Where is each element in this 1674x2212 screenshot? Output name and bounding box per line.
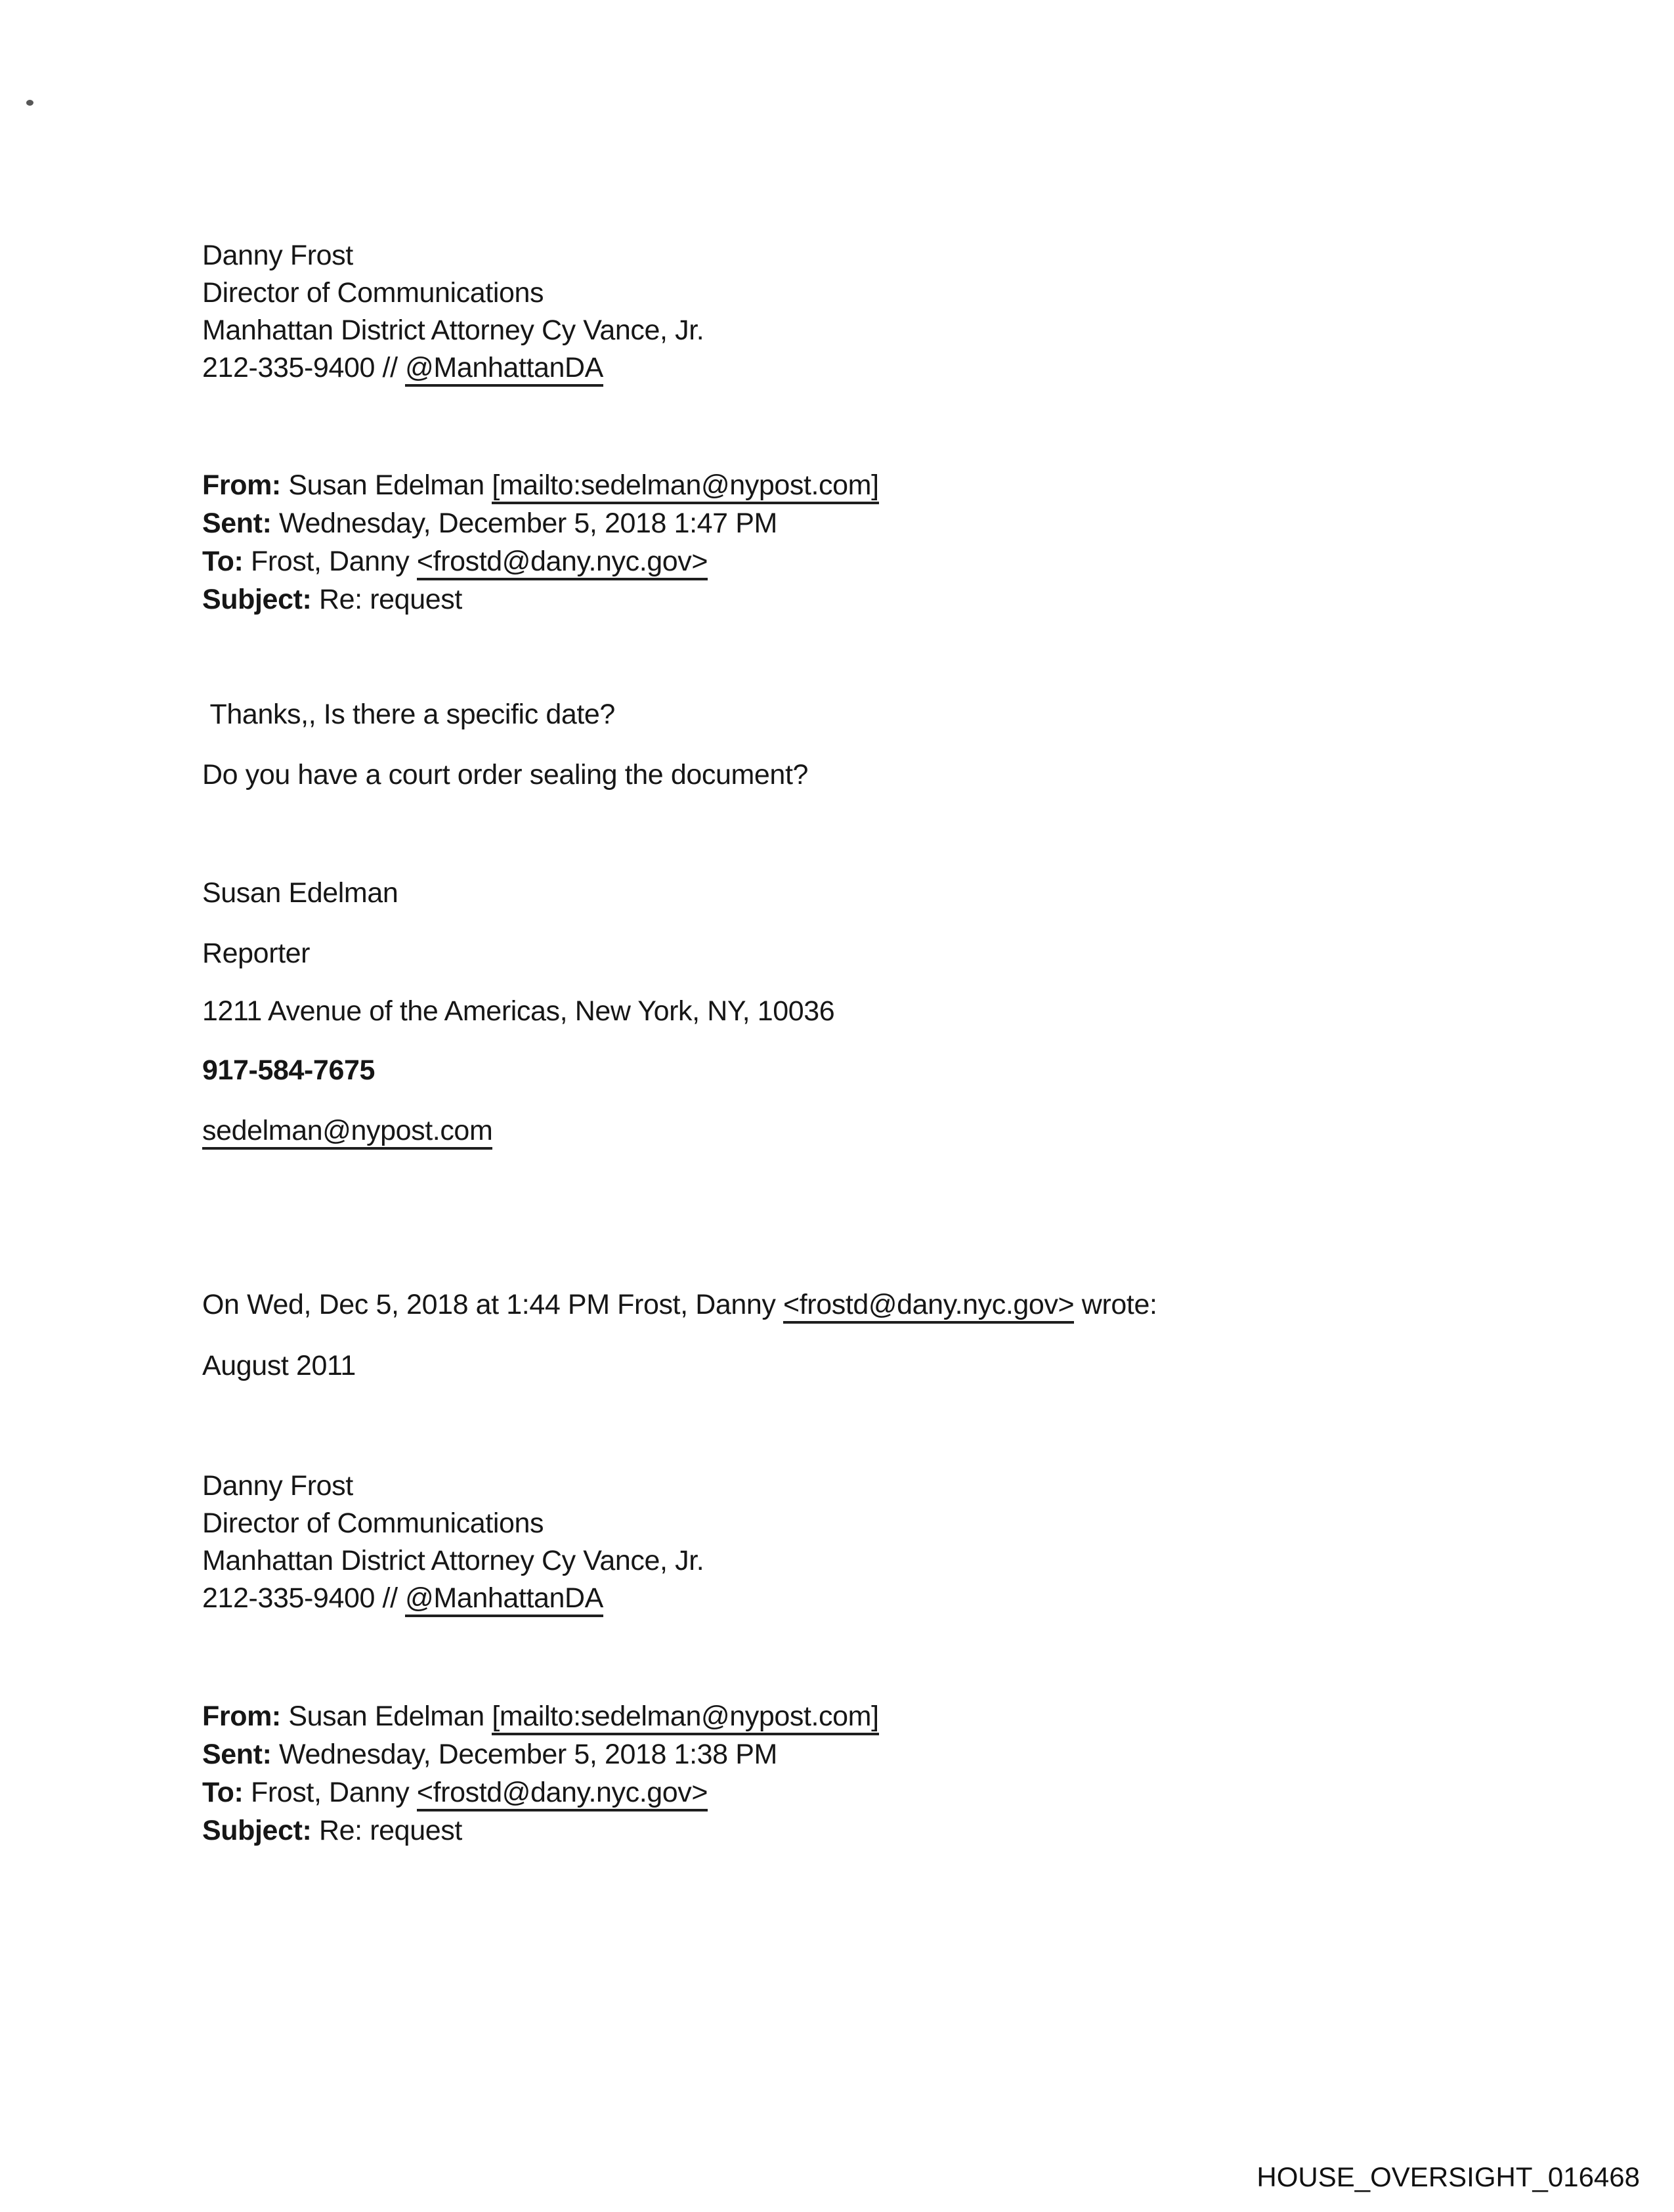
signature-block-danny-frost-bottom <box>202 1467 704 1617</box>
scan-artifact-dot <box>26 100 33 106</box>
signature-title: Director of Communications <box>202 1507 544 1539</box>
bates-number: HOUSE_OVERSIGHT_016468 <box>1256 2161 1640 2192</box>
from-label: From: <box>202 469 281 501</box>
signature-name: Susan Edelman <box>202 877 398 909</box>
body-text: Thanks,, Is there a specific date? <box>202 699 615 730</box>
signature-address: 1211 Avenue of the Americas, New York, NY, 10036 <box>202 995 835 1027</box>
quote-pre-text: On Wed, Dec 5, 2018 at 1:44 PM Frost, Danny <box>202 1289 784 1320</box>
from-mailto-link: [mailto:sedelman@nypost.com] <box>492 469 878 504</box>
susan-signature-phone <box>202 1052 375 1089</box>
body-question-1 <box>202 696 615 733</box>
to-name: Frost, Danny <box>243 546 417 577</box>
signature-block-danny-frost-top <box>202 237 704 387</box>
email-header-block-1 <box>202 466 879 618</box>
from-label: From: <box>202 1701 281 1732</box>
susan-signature-name <box>202 875 398 912</box>
signature-org: Manhattan District Attorney Cy Vance, Jr. <box>202 314 704 346</box>
body-text: Do you have a court order sealing the document? <box>202 759 809 791</box>
phone-number: 212-335-9400 // <box>202 1582 406 1614</box>
to-label: To: <box>202 546 244 577</box>
quote-attribution-line <box>202 1286 1157 1324</box>
from-line <box>202 466 879 504</box>
quote-post-text: wrote: <box>1074 1289 1157 1320</box>
phone-number: 917-584-7675 <box>202 1054 375 1086</box>
phone-number: 212-335-9400 // <box>202 352 406 383</box>
sent-label: Sent: <box>202 1739 272 1770</box>
susan-signature-title <box>202 935 310 972</box>
body-text: August 2011 <box>202 1350 356 1381</box>
body-question-2 <box>202 756 808 794</box>
sent-line <box>202 504 879 542</box>
to-line <box>202 1773 879 1811</box>
quote-date-line <box>202 1347 356 1385</box>
subject-line <box>202 1811 879 1850</box>
signature-phone-line <box>202 349 704 387</box>
susan-signature-email <box>202 1112 492 1150</box>
signature-title: Reporter <box>202 938 311 969</box>
to-name: Frost, Danny <box>243 1777 417 1808</box>
quote-email-link: <frostd@dany.nyc.gov> <box>783 1289 1074 1324</box>
subject-value: Re: request <box>311 584 462 615</box>
signature-phone-line <box>202 1580 704 1617</box>
to-email-link: <frostd@dany.nyc.gov> <box>417 1777 708 1811</box>
to-label: To: <box>202 1777 244 1808</box>
sent-line <box>202 1735 879 1773</box>
to-email-link: <frostd@dany.nyc.gov> <box>417 546 708 580</box>
to-line <box>202 542 879 580</box>
from-name: Susan Edelman <box>280 469 492 501</box>
twitter-handle-link: @ManhattanDA <box>405 1582 603 1617</box>
signature-org: Manhattan District Attorney Cy Vance, Jr. <box>202 1545 704 1576</box>
susan-signature-address <box>202 993 834 1030</box>
subject-label: Subject: <box>202 1815 312 1846</box>
from-line <box>202 1697 879 1735</box>
email-address-link: sedelman@nypost.com <box>202 1115 492 1150</box>
signature-name: Danny Frost <box>202 1470 353 1502</box>
email-header-block-2 <box>202 1697 879 1850</box>
sent-value: Wednesday, December 5, 2018 1:38 PM <box>271 1739 777 1770</box>
signature-title: Director of Communications <box>202 277 544 309</box>
sent-value: Wednesday, December 5, 2018 1:47 PM <box>271 508 777 539</box>
signature-name: Danny Frost <box>202 240 353 271</box>
subject-label: Subject: <box>202 584 312 615</box>
subject-value: Re: request <box>311 1815 462 1846</box>
from-name: Susan Edelman <box>280 1701 492 1732</box>
twitter-handle-link: @ManhattanDA <box>405 352 603 387</box>
from-mailto-link: [mailto:sedelman@nypost.com] <box>492 1701 878 1735</box>
sent-label: Sent: <box>202 508 272 539</box>
subject-line <box>202 580 879 618</box>
